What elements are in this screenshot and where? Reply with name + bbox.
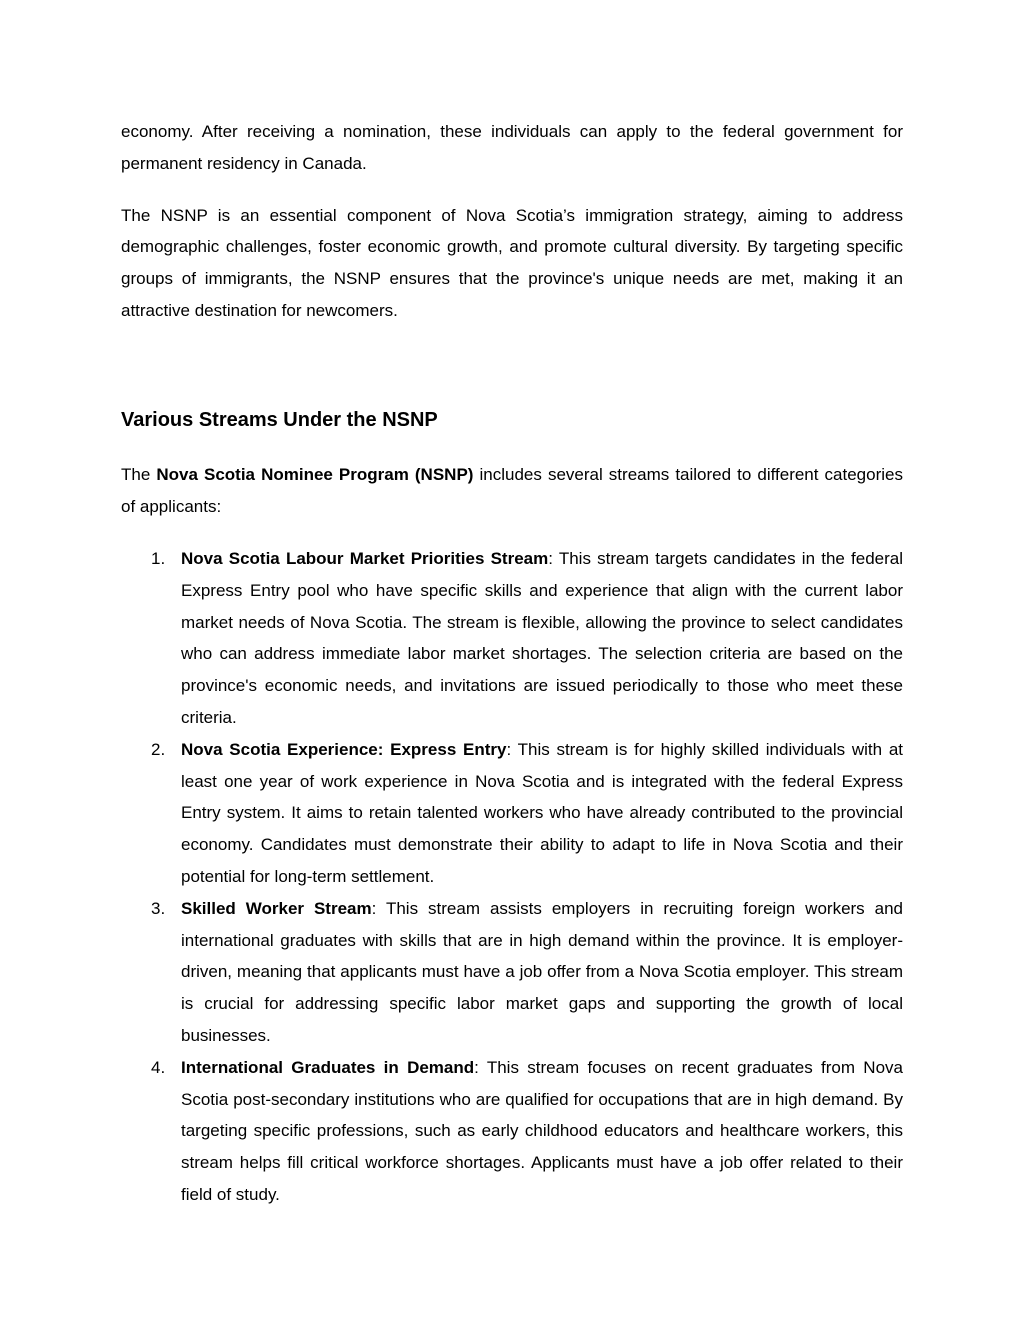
stream-description: : This stream is for highly skilled individuals with at least one year of work experience in Nova Scotia and is integrated with the federal Express Entry system. It aims to retain talented workers who have already contributed to the provincial economy. Candidates must demonstrate their ability to adapt to life in Nova Scotia and their potential for long-term settlement. (181, 739, 903, 886)
list-item (121, 893, 903, 1052)
list-item (121, 734, 903, 893)
section-heading: Various Streams Under the NSNP (121, 409, 438, 431)
document-page (121, 116, 904, 1204)
intro-suffix: includes several streams tailored to different categories of applicants: (121, 465, 903, 516)
streams-list (121, 543, 903, 1211)
stream-description: : This stream targets candidates in the federal Express Entry pool who have specific skills and experience that align with the current labor market needs of Nova Scotia. The stream is flexible, allowing the province to select candidates who can address immediate labor market shortages. The selection criteria are based on the province's economic needs, and invitations are issued periodically to those who meet these criteria. (181, 549, 904, 727)
list-item (121, 543, 903, 734)
list-number: 4. (151, 1057, 166, 1077)
stream-title: Nova Scotia Labour Market Priorities Stream (181, 549, 549, 568)
list-number: 1. (151, 549, 166, 568)
intro-prefix: The (121, 465, 157, 484)
stream-title: Nova Scotia Experience: Express Entry (181, 739, 507, 759)
paragraph-residency: economy. After receiving a nomination, these individuals can apply to the federal government for permanent residency in Canada. (121, 122, 903, 173)
stream-title: Skilled Worker Stream (181, 898, 372, 918)
intro-program-name: Nova Scotia Nominee Program (NSNP) (156, 465, 474, 484)
list-item (121, 1052, 903, 1211)
list-number: 2. (151, 739, 166, 759)
paragraph-strategy: The NSNP is an essential component of Nova Scotia’s immigration strategy, aiming to address demographic challenges, foster economic growth, and promote cultural diversity. By targeting specific groups of immigrants, the NSNP ensures that the province's unique needs are met, making it an attractive destination for newcomers. (121, 205, 903, 320)
stream-description: : This stream focuses on recent graduates from Nova Scotia post-secondary institutions who are qualified for occupations that are in high demand. By targeting specific professions, such as early childhood educators and healthcare workers, this stream helps fill critical workforce shortages. Applicants must have a job offer related to their field of study. (181, 1057, 903, 1204)
list-number: 3. (151, 898, 166, 918)
stream-description: : This stream assists employers in recruiting foreign workers and international graduates with skills that are in high demand within the province. It is employer-driven, meaning that applicants must have a job offer from a Nova Scotia employer. This stream is crucial for addressing specific labor market gaps and supporting the growth of local businesses. (181, 898, 903, 1045)
section-intro (121, 459, 903, 523)
stream-title: International Graduates in Demand (181, 1057, 475, 1077)
